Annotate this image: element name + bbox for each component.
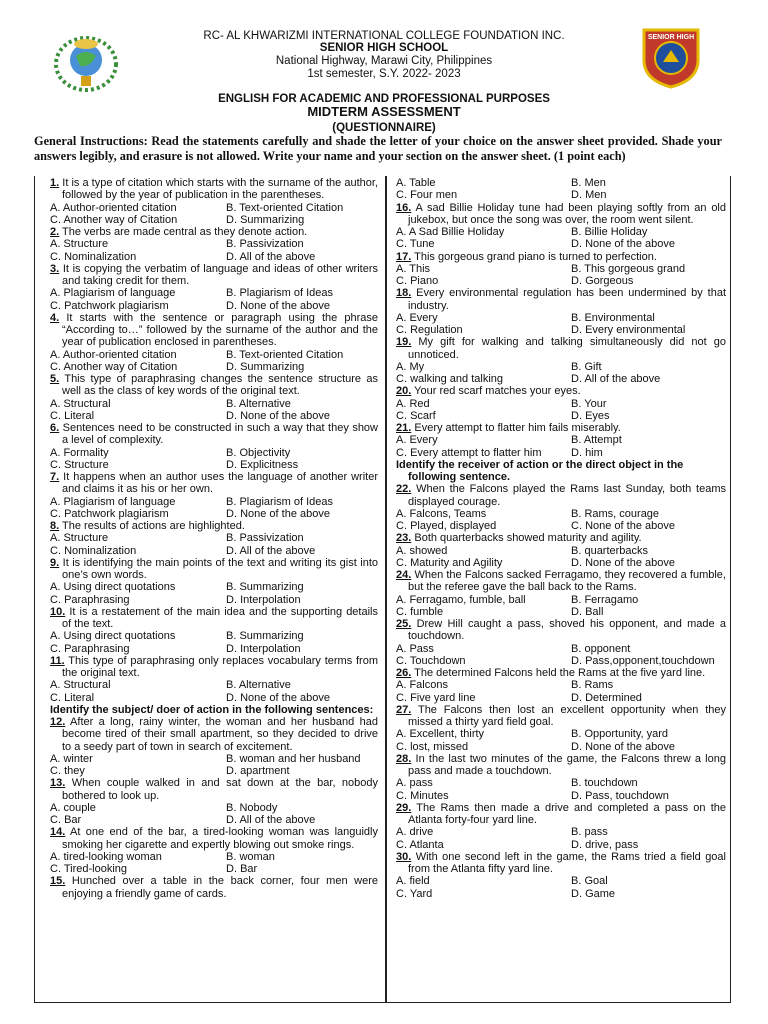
question-item <box>396 422 726 459</box>
question-text: 30. With one second left in the game, the Rams tried a field goal from the Atlanta fifty yard line. <box>396 850 726 875</box>
answer-option: B. Text-oriented Citation <box>226 348 344 361</box>
question-number: 25. <box>396 618 412 630</box>
answer-option: D. Pass,opponent,touchdown <box>571 654 715 667</box>
answer-option: D. Bar <box>226 863 258 875</box>
answer-option: A. Structural <box>50 397 111 410</box>
answer-options <box>396 398 726 423</box>
answer-option: C. Five yard line <box>396 691 476 704</box>
answer-option: D. None of the above <box>571 556 675 569</box>
answer-option: B. Environmental <box>571 311 655 324</box>
answer-option: C. Paraphrasing <box>50 642 130 655</box>
question-text: 7. It happens when an author uses the language of another writer and claims it as his or her own. <box>50 471 378 496</box>
answer-option: A. field <box>396 875 430 888</box>
answer-option: B. quarterbacks <box>571 544 649 557</box>
answer-option: C. Another way of Citation <box>50 360 178 373</box>
question-number: 3. <box>50 262 60 275</box>
question-number: 1. <box>50 177 60 189</box>
question-number: 4. <box>50 311 60 324</box>
question-item <box>50 373 378 422</box>
question-number: 24. <box>396 569 412 581</box>
question-text: 8. The results of actions are highlighted. <box>50 520 245 532</box>
answer-options <box>396 826 726 851</box>
answer-options <box>396 226 726 251</box>
question-number: 12. <box>50 716 66 728</box>
question-text: 4. It starts with the sentence or paragraph using the phrase “According to…” followed by the surname of the author and the year of publication enclosed in parentheses. <box>50 311 378 349</box>
question-number: 13. <box>50 777 66 790</box>
school-address: National Highway, Marawi City, Philippines <box>275 55 493 67</box>
answer-option: B. Alternative <box>226 679 291 692</box>
answer-option: C. Piano <box>396 275 439 287</box>
answer-option: A. A Sad Billie Holiday <box>396 226 505 238</box>
answer-option: D. None of the above <box>571 740 675 753</box>
answer-option: B. opponent <box>571 642 631 655</box>
answer-option: A. Falcons, Teams <box>396 507 487 520</box>
answer-option: B. Plagiarism of Ideas <box>226 495 333 508</box>
answer-option: B. This gorgeous grand <box>571 262 686 275</box>
answer-option: B. Objectivity <box>226 446 291 459</box>
answer-option: A. Ferragamo, fumble, ball <box>396 593 526 606</box>
answer-option: A. Author-oriented citation <box>50 201 177 214</box>
answer-option: C. Four men <box>396 189 458 202</box>
answer-option: C. None of the above <box>571 520 675 532</box>
question-item <box>50 826 378 875</box>
answer-option: C. Structure <box>50 458 109 471</box>
question-text: 11. This type of paraphrasing only replaces vocabulary terms from the original text. <box>50 654 379 679</box>
answer-options <box>50 496 378 521</box>
answer-option: D. Interpolation <box>226 593 301 606</box>
answer-options <box>396 777 726 802</box>
answer-option: C. Bar <box>50 814 82 826</box>
answer-option: D. Summarizing <box>226 360 305 373</box>
answer-option: A. Red <box>396 397 430 410</box>
answer-options <box>50 532 378 557</box>
answer-options <box>50 238 378 263</box>
question-number: 27. <box>396 703 412 716</box>
answer-option: A. couple <box>50 801 96 814</box>
answer-option: D. All of the above <box>226 544 316 557</box>
answer-options <box>50 581 378 606</box>
answer-option: D. All of the above <box>226 814 316 826</box>
question-number: 7. <box>50 471 60 483</box>
general-instructions: General Instructions: Read the statements carefully and shade the letter of your choice on the answer sheet provided. Shade your answers legibly, and erasure is not allowed. Write your name and your section on the answer sheet. (1 point each) <box>34 134 722 163</box>
question-item <box>396 618 726 667</box>
answer-option: A. Table <box>396 177 436 189</box>
question-text: 1. It is a type of citation which starts with the surname of the author, followed by the year of publication in the parentheses. <box>50 177 378 202</box>
question-text: 12. After a long, rainy winter, the woman and her husband had become tired of their small apartment, so they decided to drive to a seedy part of town in search of excitement. <box>50 716 378 753</box>
answer-options <box>50 287 378 312</box>
answer-option: D. Ball <box>571 605 604 618</box>
answer-option: A. tired-looking woman <box>50 850 162 863</box>
answer-options <box>50 349 378 374</box>
answer-option: D. Eyes <box>571 409 610 422</box>
question-number: 22. <box>396 483 412 496</box>
question-number: 28. <box>396 752 412 765</box>
answer-option: C. Yard <box>396 887 433 900</box>
answer-option: A. This <box>396 262 431 275</box>
exam-title: MIDTERM ASSESSMENT <box>307 104 461 119</box>
answer-options <box>50 679 378 704</box>
answer-option: C. fumble <box>396 605 444 618</box>
answer-option: B. Billie Holiday <box>571 226 648 238</box>
answer-option: B. Ferragamo <box>571 593 639 606</box>
question-text: 26. The determined Falcons held the Rams at the five yard line. <box>396 667 706 679</box>
question-number: 11. <box>50 654 65 667</box>
answer-option: C. Nominalization <box>50 250 137 263</box>
question-number: 19. <box>396 336 412 349</box>
answer-option: C. Patchwork plagiarism <box>50 299 169 312</box>
college-name: RC- AL KHWARIZMI INTERNATIONAL COLLEGE FOUNDATION INC. <box>203 30 565 42</box>
answer-option: C. Atlanta <box>396 838 444 851</box>
question-text: 25. Drew Hill caught a pass, shoved his opponent, and made a touchdown. <box>396 618 726 643</box>
question-number: 9. <box>50 556 60 569</box>
answer-options <box>396 545 726 570</box>
answer-options <box>396 643 726 668</box>
question-text: 15. Hunched over a table in the back corner, four men were enjoying a friendly game of cards. <box>50 875 379 900</box>
question-number: 18. <box>396 287 412 300</box>
question-item <box>50 606 378 655</box>
question-number: 8. <box>50 520 60 532</box>
answer-option: B. Summarizing <box>226 581 304 594</box>
question-number: 17. <box>396 250 412 263</box>
answer-option: A. Using direct quotations <box>50 630 176 643</box>
answer-option: A. Every <box>396 311 438 324</box>
question-item <box>50 226 378 263</box>
answer-options <box>396 508 726 533</box>
question-text: 10. It is a restatement of the main idea and the supporting details of the text. <box>50 605 378 630</box>
section-heading: Identify the receiver of action or the direct object in the following sentence. <box>396 458 684 483</box>
answer-option: A. Every <box>396 434 438 447</box>
answer-option: B. Plagiarism of Ideas <box>226 287 333 300</box>
answer-option: B. pass <box>571 826 608 839</box>
question-text: 28. In the last two minutes of the game, the Falcons threw a long pass and made a touchdown. <box>396 752 726 777</box>
exam-kind: (QUESTIONNAIRE) <box>332 122 436 134</box>
left-column <box>50 177 378 900</box>
question-item <box>396 177 726 202</box>
question-item <box>50 312 378 373</box>
answer-option: B. Rams, courage <box>571 507 660 520</box>
answer-option: C. Regulation <box>396 324 463 336</box>
answer-option: A. Structure <box>50 238 109 251</box>
answer-options <box>396 434 726 459</box>
answer-option: B. Men <box>571 177 606 189</box>
answer-option: D. None of the above <box>226 507 330 520</box>
answer-option: D. him <box>571 446 603 459</box>
question-text: 13. When couple walked in and sat down at the bar, nobody bothered to look up. <box>50 777 378 802</box>
question-text: 3. It is copying the verbatim of language and ideas of other writers and taking credit for them. <box>50 262 378 287</box>
question-text: 9. It is identifying the main points of the text and writing its gist into one’s own words. <box>50 556 378 581</box>
answer-option: A. Author-oriented citation <box>50 348 177 361</box>
answer-options <box>396 728 726 753</box>
answer-option: C. Nominalization <box>50 544 137 557</box>
question-item <box>396 202 726 251</box>
answer-option: D. Game <box>571 887 616 900</box>
question-item <box>396 667 726 704</box>
question-item <box>396 569 726 618</box>
answer-option: A. drive <box>396 826 434 839</box>
answer-option: D. None of the above <box>226 409 330 422</box>
question-number: 30. <box>396 850 412 863</box>
question-number: 20. <box>396 385 412 398</box>
answer-option: C. they <box>50 765 85 777</box>
answer-option: D. None of the above <box>226 299 330 312</box>
answer-option: C. Every attempt to flatter him <box>396 446 542 459</box>
question-text: 17. This gorgeous grand piano is turned to perfection. <box>396 250 657 263</box>
right-column <box>396 177 726 900</box>
answer-options <box>396 361 726 386</box>
answer-options <box>50 851 378 876</box>
answer-option: D. None of the above <box>226 691 330 704</box>
answer-option: A. Falcons <box>396 679 448 692</box>
answer-options <box>396 263 726 288</box>
question-number: 15. <box>50 875 66 888</box>
answer-option: C. Another way of Citation <box>50 213 178 226</box>
question-number: 5. <box>50 373 60 385</box>
question-text: 29. The Rams then made a drive and completed a pass on the Atlanta forty-four yard line. <box>396 801 726 826</box>
question-text: 24. When the Falcons sacked Ferragamo, they recovered a fumble, but the referee gave the ball back to the Rams. <box>396 569 726 594</box>
question-item <box>396 336 726 385</box>
answer-option: B. Text-oriented Citation <box>226 201 344 214</box>
answer-option: D. All of the above <box>571 373 661 385</box>
answer-option: D. Men <box>571 189 607 202</box>
answer-option: B. Alternative <box>226 397 291 410</box>
school-name: SENIOR HIGH SCHOOL <box>319 42 449 54</box>
answer-options <box>396 177 726 202</box>
answer-option: B. Passivization <box>226 532 304 545</box>
question-item <box>396 251 726 288</box>
question-text: 5. This type of paraphrasing changes the sentence structure as well as the class of key words of the original text. <box>50 373 379 398</box>
answer-option: A. Plagiarism of language <box>50 287 176 300</box>
answer-options <box>396 679 726 704</box>
answer-option: C. lost, missed <box>396 740 469 753</box>
answer-option: C. walking and talking <box>396 373 504 385</box>
answer-option: D. Summarizing <box>226 213 305 226</box>
answer-options <box>396 312 726 337</box>
question-text: 18. Every environmental regulation has been undermined by that industry. <box>396 287 727 312</box>
question-item <box>50 716 378 777</box>
question-item <box>396 802 726 851</box>
answer-option: B. Rams <box>571 679 614 692</box>
question-item <box>50 422 378 471</box>
answer-option: D. Interpolation <box>226 642 301 655</box>
answer-option: C. Tune <box>396 238 435 251</box>
question-item <box>50 875 378 900</box>
answer-option: D. None of the above <box>571 238 675 251</box>
answer-option: B. touchdown <box>571 777 638 790</box>
question-text: 6. Sentences need to be constructed in such a way that they show a level of complexity. <box>50 422 378 447</box>
answer-options <box>396 875 726 900</box>
question-text: 21. Every attempt to flatter him fails miserably. <box>396 422 621 434</box>
question-number: 14. <box>50 826 66 839</box>
answer-option: A. Structure <box>50 532 109 545</box>
answer-option: C. Literal <box>50 691 95 704</box>
logo-text: SENIOR HIGH <box>647 34 695 41</box>
question-text: 14. At one end of the bar, a tired-looking woman was languidly smoking her cigarette and expertly blowing out smoke rings. <box>50 826 378 851</box>
question-number: 21. <box>396 422 412 434</box>
answer-option: A. Plagiarism of language <box>50 495 176 508</box>
answer-option: D. Gorgeous <box>571 275 634 287</box>
answer-option: C. Maturity and Agility <box>396 556 503 569</box>
answer-option: B. woman and her husband <box>226 752 361 765</box>
question-item <box>396 385 726 422</box>
answer-option: B. Opportunity, yard <box>571 728 669 741</box>
question-item <box>50 655 378 704</box>
answer-option: B. Summarizing <box>226 630 304 643</box>
question-text: 23. Both quarterbacks showed maturity and agility. <box>396 532 642 545</box>
question-text: 16. A sad Billie Holiday tune had been playing softly from an old jukebox, but once the song was over, the room went silent. <box>396 201 726 226</box>
answer-option: D. All of the above <box>226 250 316 263</box>
answer-option: A. winter <box>50 752 93 765</box>
answer-options <box>50 630 378 655</box>
question-number: 10. <box>50 605 66 618</box>
answer-option: C. Literal <box>50 409 95 422</box>
answer-option: B. woman <box>226 850 275 863</box>
question-item <box>50 520 378 557</box>
question-number: 6. <box>50 422 60 434</box>
answer-option: B. Your <box>571 397 607 410</box>
answer-option: C. Played, displayed <box>396 520 497 532</box>
answer-option: A. Pass <box>396 642 434 655</box>
answer-option: D. Determined <box>571 691 642 704</box>
answer-option: B. Gift <box>571 360 602 373</box>
answer-option: A. Formality <box>50 446 109 459</box>
question-text: 22. When the Falcons played the Rams last Sunday, both teams displayed courage. <box>396 483 726 508</box>
answer-options <box>50 753 378 778</box>
answer-option: C. Touchdown <box>396 654 466 667</box>
question-item <box>396 753 726 802</box>
answer-option: B. Attempt <box>571 434 622 447</box>
answer-option: D. Every environmental <box>571 324 686 336</box>
question-item <box>50 263 378 312</box>
answer-option: C. Scarf <box>396 409 436 422</box>
answer-options <box>50 447 378 472</box>
answer-option: D. drive, pass <box>571 838 639 851</box>
question-number: 29. <box>396 801 412 814</box>
answer-option: C. Patchwork plagiarism <box>50 507 169 520</box>
section-heading: Identify the subject/ doer of action in the following sentences: <box>50 703 374 716</box>
question-text: 19. My gift for walking and talking simultaneously did not go unnoticed. <box>396 336 726 361</box>
answer-options <box>50 802 378 827</box>
answer-options <box>396 594 726 619</box>
question-item <box>50 557 378 606</box>
answer-option: A. pass <box>396 777 433 790</box>
answer-option: D. Pass, touchdown <box>571 789 669 802</box>
question-item <box>396 851 726 900</box>
question-number: 26. <box>396 667 412 679</box>
answer-option: D. apartment <box>226 765 290 777</box>
answer-option: D. Explicitness <box>226 458 299 471</box>
answer-option: B. Nobody <box>226 801 278 814</box>
question-item <box>396 287 726 336</box>
answer-option: C. Tired-looking <box>50 863 128 875</box>
question-item <box>50 471 378 520</box>
answer-options <box>50 202 378 227</box>
answer-option: C. Paraphrasing <box>50 593 130 606</box>
answer-option: B. Passivization <box>226 238 304 251</box>
answer-option: A. Using direct quotations <box>50 581 176 594</box>
question-number: 2. <box>50 226 60 238</box>
answer-option: C. Minutes <box>396 789 449 802</box>
question-number: 16. <box>396 201 412 214</box>
question-text: 2. The verbs are made central as they denote action. <box>50 226 308 238</box>
question-item <box>50 777 378 826</box>
subject-title: ENGLISH FOR ACADEMIC AND PROFESSIONAL PURPOSES <box>218 93 550 105</box>
answer-option: B. Goal <box>571 875 608 888</box>
question-item <box>50 177 378 226</box>
column-divider <box>385 176 387 1002</box>
semester: 1st semester, S.Y. 2022- 2023 <box>307 68 461 80</box>
answer-option: A. My <box>396 360 425 373</box>
question-item <box>396 532 726 569</box>
question-text: 27. The Falcons then lost an excellent opportunity when they missed a thirty yard field goal. <box>396 703 726 728</box>
answer-options <box>50 398 378 423</box>
question-item <box>396 704 726 753</box>
question-text: 20. Your red scarf matches your eyes. <box>396 385 581 398</box>
answer-option: A. showed <box>396 544 448 557</box>
question-number: 23. <box>396 532 412 545</box>
answer-option: A. Structural <box>50 679 111 692</box>
answer-option: A. Excellent, thirty <box>396 728 485 741</box>
question-item <box>396 483 726 532</box>
